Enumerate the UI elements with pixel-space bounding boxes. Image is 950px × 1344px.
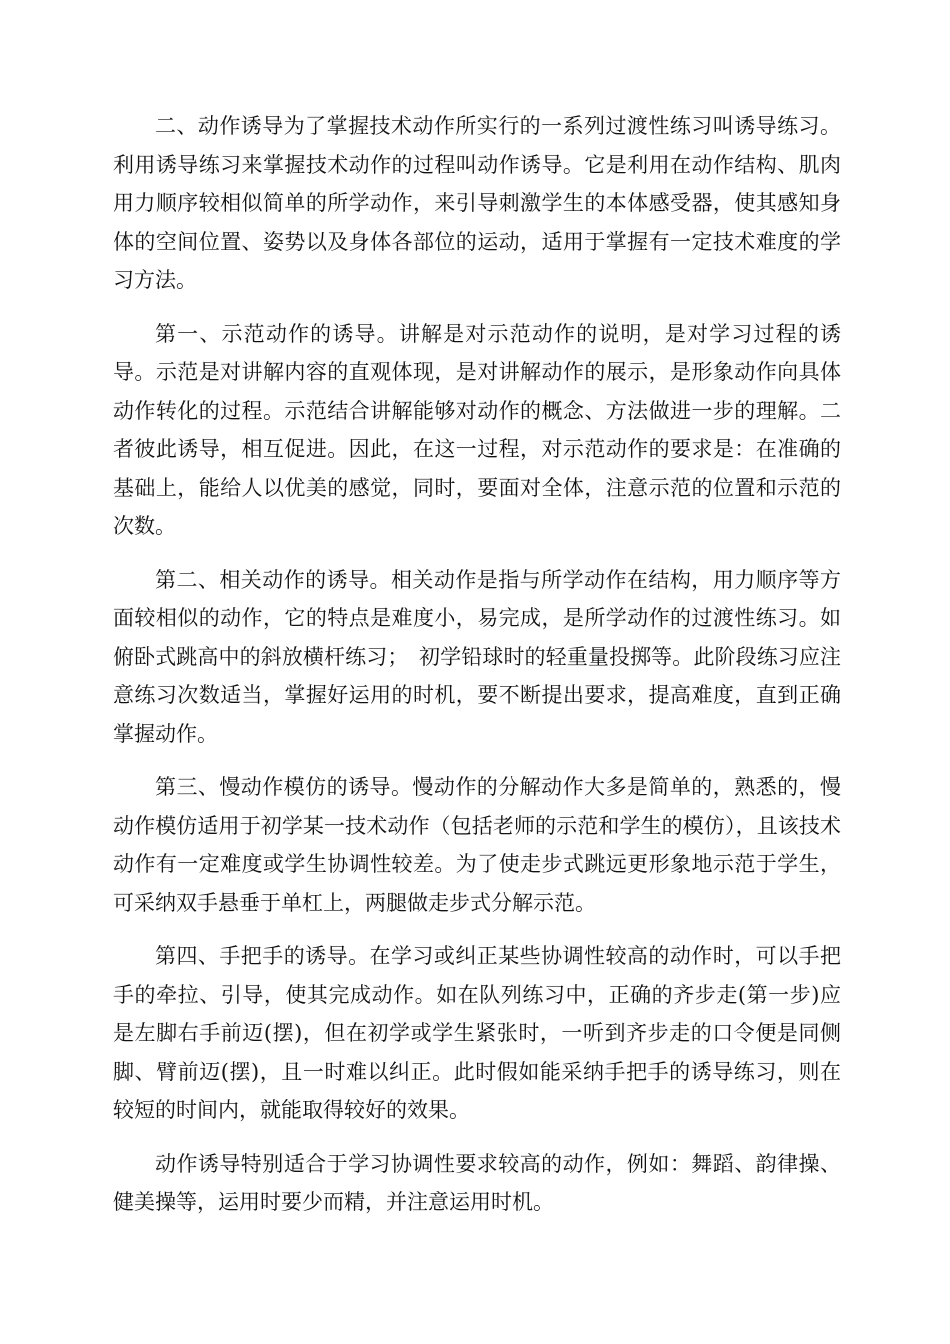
paragraph-demonstration: 第一、示范动作的诱导。讲解是对示范动作的说明，是对学习过程的诱导。示范是对讲解内容的直观体现，是对讲解动作的展示，是形象动作向具体动作转化的过程。示范结合讲解能够对动作的概念、方法做进一步的理解。二者彼此诱导，相互促进。因此，在这一过程，对示范动作的要求是：在准确的基础上，能给人以优美的感觉，同时，要面对全体，注意示范的位置和示范的次数。 (113, 321, 841, 538)
paragraph-slow-motion: 第三、慢动作模仿的诱导。慢动作的分解动作大多是简单的，熟悉的，慢动作模仿适用于初学某一技术动作（包括老师的示范和学生的模仿），且该技术动作有一定难度或学生协调性较差。为了使走步式跳远更形象地示范于学生，可采纳双手悬垂于单杠上，两腿做走步式分解示范。 (113, 775, 841, 915)
document-body (113, 107, 841, 1237)
paragraph-intro: 二、动作诱导为了掌握技术动作所实行的一系列过渡性练习叫诱导练习。利用诱导练习来掌握技术动作的过程叫动作诱导。它是利用在动作结构、肌肉用力顺序较相似简单的所学动作，来引导刺激学生的本体感受器，使其感知身体的空间位置、姿势以及身体各部位的运动，适用于掌握有一定技术难度的学习方法。 (113, 114, 841, 292)
paragraph-conclusion: 动作诱导特别适合于学习协调性要求较高的动作，例如：舞蹈、韵律操、健美操等，运用时要少而精，并注意运用时机。 (113, 1151, 841, 1214)
paragraph-related-actions: 第二、相关动作的诱导。相关动作是指与所学动作在结构，用力顺序等方面较相似的动作，它的特点是难度小，易完成，是所学动作的过渡性练习。如俯卧式跳高中的斜放横杆练习； 初学铅球时的轻重量投掷等。此阶段练习应注意练习次数适当，掌握好运用的时机，要不断提出要求，提高难度，直到正确掌握动作。 (113, 567, 841, 746)
paragraph-hand-guidance: 第四、手把手的诱导。在学习或纠正某些协调性较高的动作时，可以手把手的牵拉、引导，使其完成动作。如在队列练习中，正确的齐步走(第一步)应是左脚右手前迈(摆)，但在初学或学生紧张时，一听到齐步走的口令便是同侧脚、臂前迈(摆)，且一时难以纠正。此时假如能采纳手把手的诱导练习，则在较短的时间内，就能取得较好的效果。 (113, 944, 841, 1122)
